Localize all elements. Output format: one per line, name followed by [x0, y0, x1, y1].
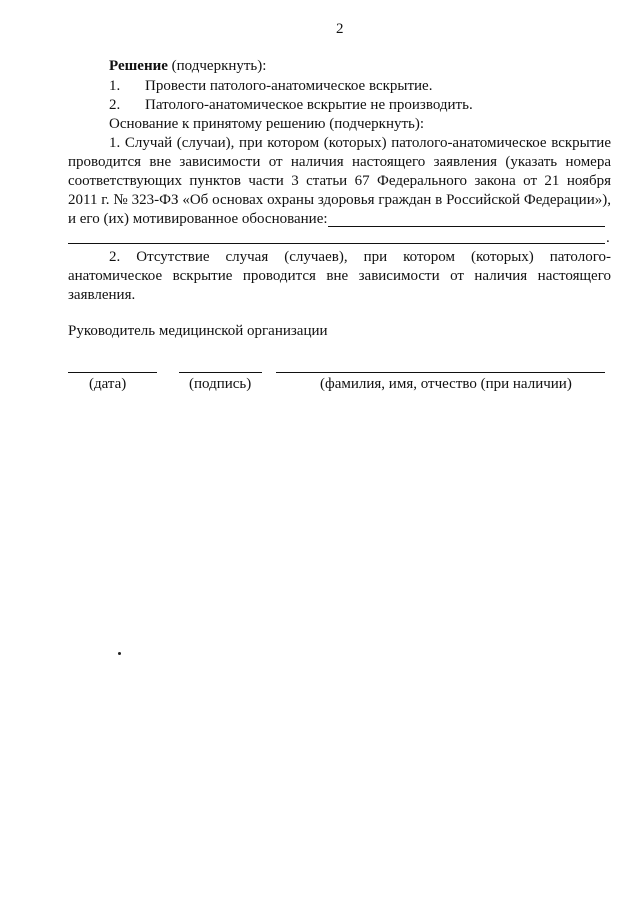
page-number: 2: [336, 21, 344, 37]
reason1-line-1: 1. Случай (случаи), при котором (которых) патолого-анатомическое вскрытие: [109, 135, 611, 151]
reason2-line-2: анатомическое вскрытие проводится вне зависимости от наличия настоящего: [68, 268, 611, 284]
reason2-line-3: заявления.: [68, 287, 136, 303]
name-line: [276, 372, 605, 373]
justification-end-mark: .: [606, 230, 610, 246]
decision-option-1-text: Провести патолого-анатомическое вскрытие.: [145, 78, 433, 94]
decision-option-2: [109, 96, 120, 114]
decision-option-2-text: Патолого-анатомическое вскрытие не производить.: [145, 97, 473, 113]
decision-label: Решение: [109, 58, 168, 74]
decision-option-1: [109, 77, 120, 95]
decision-heading: [109, 57, 266, 75]
signature-title: Руководитель медицинской организации: [68, 323, 328, 339]
justification-fill-line-2: [68, 243, 605, 244]
option-number: 1.: [109, 78, 121, 94]
decision-instruction: (подчеркнуть):: [167, 58, 267, 74]
basis-heading: Основание к принятому решению (подчеркнуть):: [109, 116, 425, 132]
reason1-line-2: проводится вне зависимости от наличия настоящего заявления (указать номера: [68, 154, 611, 170]
name-caption: (фамилия, имя, отчество (при наличии): [320, 376, 572, 392]
scan-speck: [118, 652, 121, 655]
reason1-line-4: 2011 г. № 323-ФЗ «Об основах охраны здоровья граждан в Российской Федерации»),: [68, 192, 611, 208]
option-number: 2.: [109, 97, 121, 113]
date-caption: (дата): [89, 376, 127, 392]
justification-fill-line-1: [328, 226, 605, 227]
reason1-line-3: соответствующих пунктов части 3 статьи 67 Федерального закона от 21 ноября: [68, 173, 611, 189]
signature-caption: (подпись): [189, 376, 252, 392]
reason2-line-1: 2. Отсутствие случая (случаев), при котором (которых) патолого-: [109, 249, 611, 265]
signature-line: [179, 372, 262, 373]
date-line: [68, 372, 157, 373]
reason1-justification-label: и его (их) мотивированное обоснование:: [68, 211, 328, 227]
